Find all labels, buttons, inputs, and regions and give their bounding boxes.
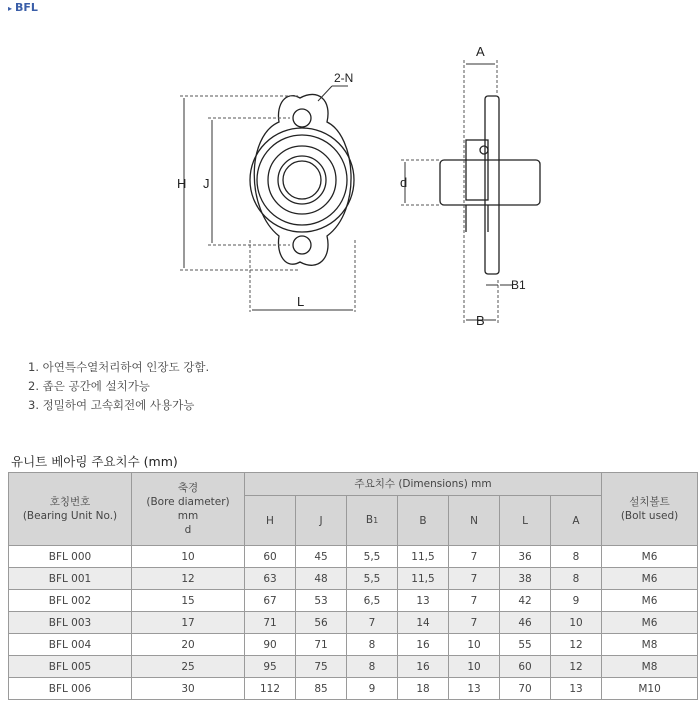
table-cell: 12 <box>551 634 602 656</box>
table-cell: BFL 003 <box>9 612 132 634</box>
bearing-drawing <box>170 38 560 338</box>
table-cell: 11,5 <box>398 546 449 568</box>
table-cell: 9 <box>551 590 602 612</box>
page-title <box>8 1 38 14</box>
table-cell: 10 <box>551 612 602 634</box>
table-cell: 75 <box>296 656 347 678</box>
table-cell: 25 <box>132 656 245 678</box>
table-row <box>9 590 698 612</box>
dimensions-table <box>8 472 698 700</box>
table-cell: 45 <box>296 546 347 568</box>
header-dim-n: N <box>449 496 500 546</box>
title-text: BFL <box>15 1 38 14</box>
table-cell: 48 <box>296 568 347 590</box>
table-cell: 38 <box>500 568 551 590</box>
label-B: B <box>476 313 485 328</box>
table-cell: BFL 006 <box>9 678 132 700</box>
table-cell: 16 <box>398 634 449 656</box>
table-cell: 112 <box>245 678 296 700</box>
table-cell: M8 <box>602 634 698 656</box>
table-cell: 9 <box>347 678 398 700</box>
table-cell: 5,5 <box>347 568 398 590</box>
table-cell: M6 <box>602 612 698 634</box>
label-2N: 2-N <box>334 71 354 85</box>
label-A: A <box>476 44 485 59</box>
table-cell: 10 <box>449 656 500 678</box>
header-dim-a: A <box>551 496 602 546</box>
table-cell: 10 <box>449 634 500 656</box>
table-row <box>9 568 698 590</box>
table-title: 유니트 베아링 주요치수 (mm) <box>11 454 178 469</box>
header-bore: 축경 (Bore diameter) mm d <box>132 473 245 546</box>
header-dim-b: B <box>398 496 449 546</box>
header-dim-j: J <box>296 496 347 546</box>
table-cell: M6 <box>602 590 698 612</box>
table-cell: 13 <box>551 678 602 700</box>
feature-item: 2. 좁은 공간에 설치가능 <box>28 379 150 393</box>
table-cell: 12 <box>551 656 602 678</box>
table-cell: 55 <box>500 634 551 656</box>
feature-item: 3. 정밀하여 고속회전에 사용가능 <box>28 398 195 412</box>
header-dim-l: L <box>500 496 551 546</box>
table-cell: 71 <box>296 634 347 656</box>
table-cell: 70 <box>500 678 551 700</box>
table-cell: 7 <box>449 546 500 568</box>
header-dimensions: 주요치수 (Dimensions) mm <box>245 473 602 496</box>
table-cell: M10 <box>602 678 698 700</box>
table-cell: 5,5 <box>347 546 398 568</box>
table-cell: 8 <box>551 568 602 590</box>
feature-item: 1. 아연특수열처리하여 인장도 강함. <box>28 360 210 374</box>
feature-list <box>28 358 209 415</box>
table-cell: 20 <box>132 634 245 656</box>
table-cell: BFL 000 <box>9 546 132 568</box>
table-row <box>9 612 698 634</box>
table-cell: BFL 002 <box>9 590 132 612</box>
table-cell: 6,5 <box>347 590 398 612</box>
table-cell: M6 <box>602 568 698 590</box>
table-cell: 13 <box>398 590 449 612</box>
header-dim-b1: B1 <box>347 496 398 546</box>
table-cell: 8 <box>551 546 602 568</box>
label-L: L <box>297 294 305 309</box>
table-cell: 14 <box>398 612 449 634</box>
table-cell: 7 <box>449 568 500 590</box>
table-cell: 8 <box>347 656 398 678</box>
table-cell: M8 <box>602 656 698 678</box>
header-unit-no: 호칭번호 (Bearing Unit No.) <box>9 473 132 546</box>
table-cell: 85 <box>296 678 347 700</box>
table-cell: 46 <box>500 612 551 634</box>
table-cell: 71 <box>245 612 296 634</box>
label-d: d <box>400 175 408 190</box>
header-dim-h: H <box>245 496 296 546</box>
table-cell: BFL 004 <box>9 634 132 656</box>
table-cell: 15 <box>132 590 245 612</box>
table-cell: 7 <box>449 590 500 612</box>
table-cell: 53 <box>296 590 347 612</box>
label-B1: B1 <box>511 278 526 292</box>
table-cell: M6 <box>602 546 698 568</box>
table-cell: 67 <box>245 590 296 612</box>
table-cell: 60 <box>500 656 551 678</box>
table-cell: 36 <box>500 546 551 568</box>
label-J: J <box>203 176 210 191</box>
table-cell: 7 <box>449 612 500 634</box>
table-row <box>9 678 698 700</box>
table-cell: BFL 001 <box>9 568 132 590</box>
title-bullet-icon: ▸ <box>8 4 13 13</box>
table-cell: 18 <box>398 678 449 700</box>
table-cell: 10 <box>132 546 245 568</box>
table-cell: 60 <box>245 546 296 568</box>
table-cell: 8 <box>347 634 398 656</box>
table-row <box>9 634 698 656</box>
table-row <box>9 656 698 678</box>
table-cell: 90 <box>245 634 296 656</box>
table-cell: 13 <box>449 678 500 700</box>
table-row <box>9 546 698 568</box>
table-cell: 30 <box>132 678 245 700</box>
header-bolt: 설치볼트 (Bolt used) <box>602 473 698 546</box>
table-cell: 42 <box>500 590 551 612</box>
table-cell: 16 <box>398 656 449 678</box>
table-cell: 12 <box>132 568 245 590</box>
table-cell: 63 <box>245 568 296 590</box>
table-cell: 17 <box>132 612 245 634</box>
table-cell: 95 <box>245 656 296 678</box>
table-cell: 11,5 <box>398 568 449 590</box>
table-cell: 7 <box>347 612 398 634</box>
table-cell: 56 <box>296 612 347 634</box>
table-cell: BFL 005 <box>9 656 132 678</box>
label-H: H <box>177 176 187 191</box>
